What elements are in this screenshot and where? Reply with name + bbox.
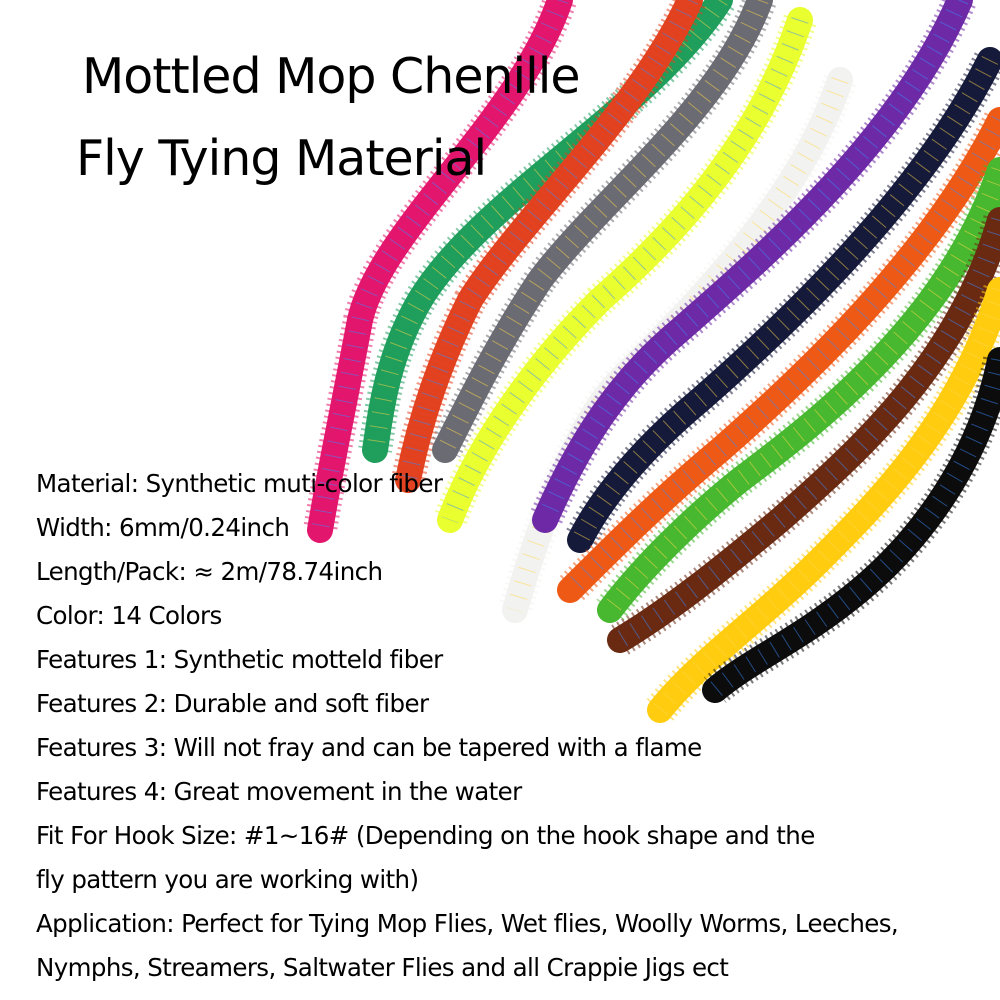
product-title-line-2: Fly Tying Material bbox=[76, 130, 487, 187]
spec-color: Color: 14 Colors bbox=[36, 601, 222, 630]
spec-feature-1: Features 1: Synthetic motteld fiber bbox=[36, 645, 443, 674]
spec-application: Application: Perfect for Tying Mop Flies, Wet flies, Woolly Worms, Leeches, bbox=[36, 909, 899, 938]
spec-list bbox=[36, 462, 898, 990]
spec-feature-3: Features 3: Will not fray and can be tapered with a flame bbox=[36, 733, 702, 762]
spec-hook-size: Fit For Hook Size: #1~16# (Depending on the hook shape and the bbox=[36, 821, 815, 850]
product-title-line-1: Mottled Mop Chenille bbox=[82, 48, 580, 105]
spec-application-cont: Nymphs, Streamers, Saltwater Flies and all Crappie Jigs ect bbox=[36, 953, 729, 982]
spec-hook-size-cont: fly pattern you are working with) bbox=[36, 865, 419, 894]
spec-length: Length/Pack: ≈ 2m/78.74inch bbox=[36, 557, 383, 586]
spec-feature-2: Features 2: Durable and soft fiber bbox=[36, 689, 429, 718]
spec-feature-4: Features 4: Great movement in the water bbox=[36, 777, 522, 806]
spec-width: Width: 6mm/0.24inch bbox=[36, 513, 290, 542]
spec-material: Material: Synthetic muti-color fiber bbox=[36, 469, 443, 498]
